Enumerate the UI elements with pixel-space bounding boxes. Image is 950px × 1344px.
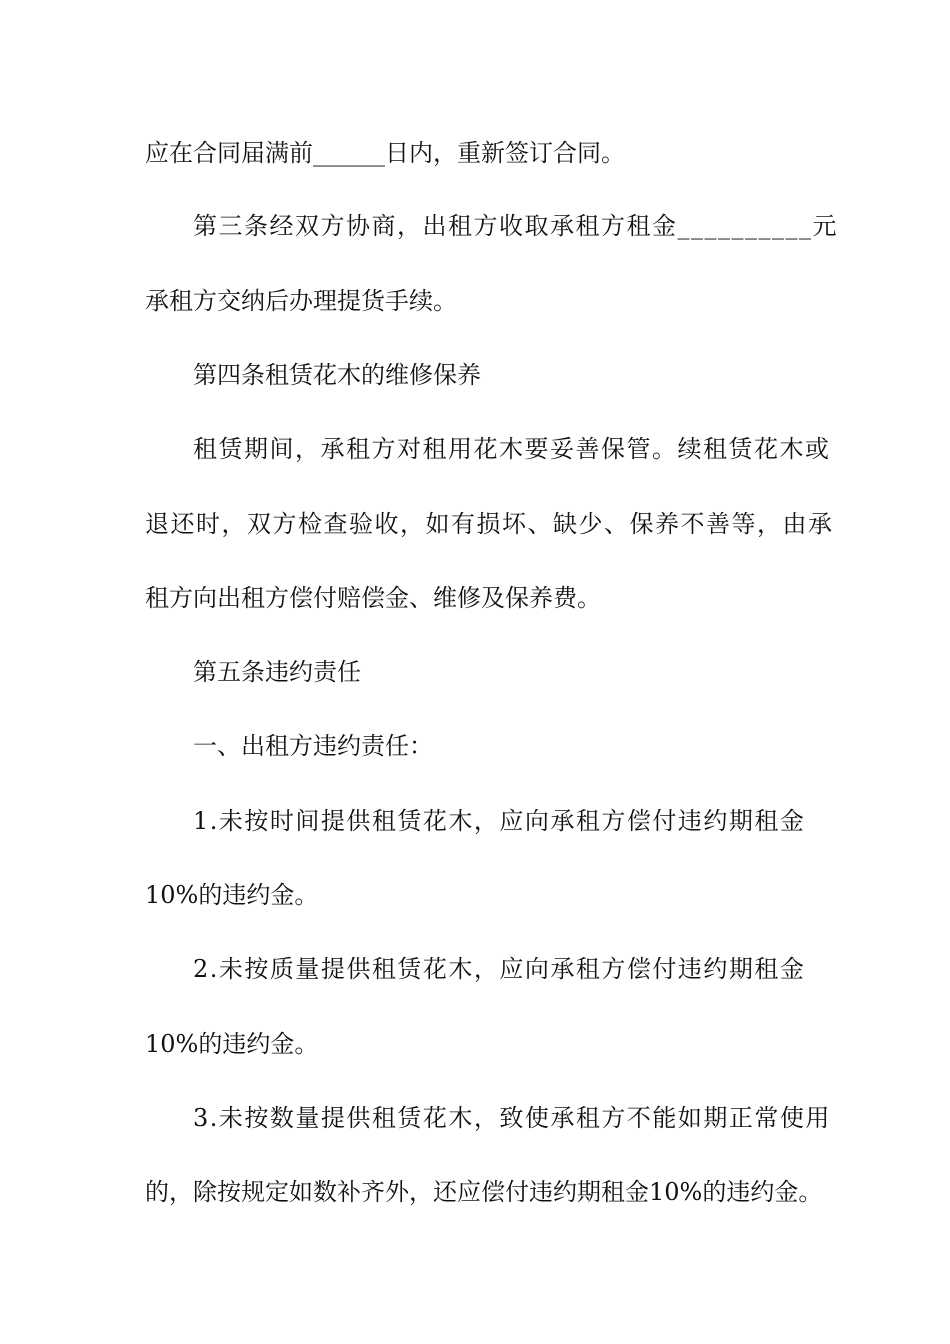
text-line-2: 第三条经双方协商，出租方收取承租方租金__________元 bbox=[193, 212, 838, 240]
subsection-heading: 一、出租方违约责任： bbox=[193, 732, 433, 760]
text-line-6: 退还时，双方检查验收，如有损坏、缺少、保养不善等，由承 bbox=[145, 510, 834, 538]
text-line-item-3: 3.未按数量提供租赁花木，致使承租方不能如期正常使用 bbox=[193, 1104, 831, 1132]
text-line-3: 承租方交纳后办理提货手续。 bbox=[145, 287, 457, 315]
text-line-item-2-cont: 10%的违约金。 bbox=[145, 1030, 319, 1058]
text-line-item-3-cont: 的，除按规定如数补齐外，还应偿付违约期租金10%的违约金。 bbox=[145, 1178, 823, 1206]
section-heading-5: 第五条违约责任 bbox=[193, 658, 361, 686]
text-line-item-1-cont: 10%的违约金。 bbox=[145, 881, 319, 909]
text-line-1: 应在合同届满前______日内，重新签订合同。 bbox=[145, 139, 625, 167]
text-line-item-1: 1.未按时间提供租赁花木，应向承租方偿付违约期租金 bbox=[193, 807, 806, 835]
text-line-item-2: 2.未按质量提供租赁花木，应向承租方偿付违约期租金 bbox=[193, 955, 806, 983]
text-line-5: 租赁期间，承租方对租用花木要妥善保管。续租赁花木或 bbox=[193, 435, 831, 463]
section-heading-4: 第四条租赁花木的维修保养 bbox=[193, 361, 481, 389]
text-line-7: 租方向出租方偿付赔偿金、维修及保养费。 bbox=[145, 584, 601, 612]
